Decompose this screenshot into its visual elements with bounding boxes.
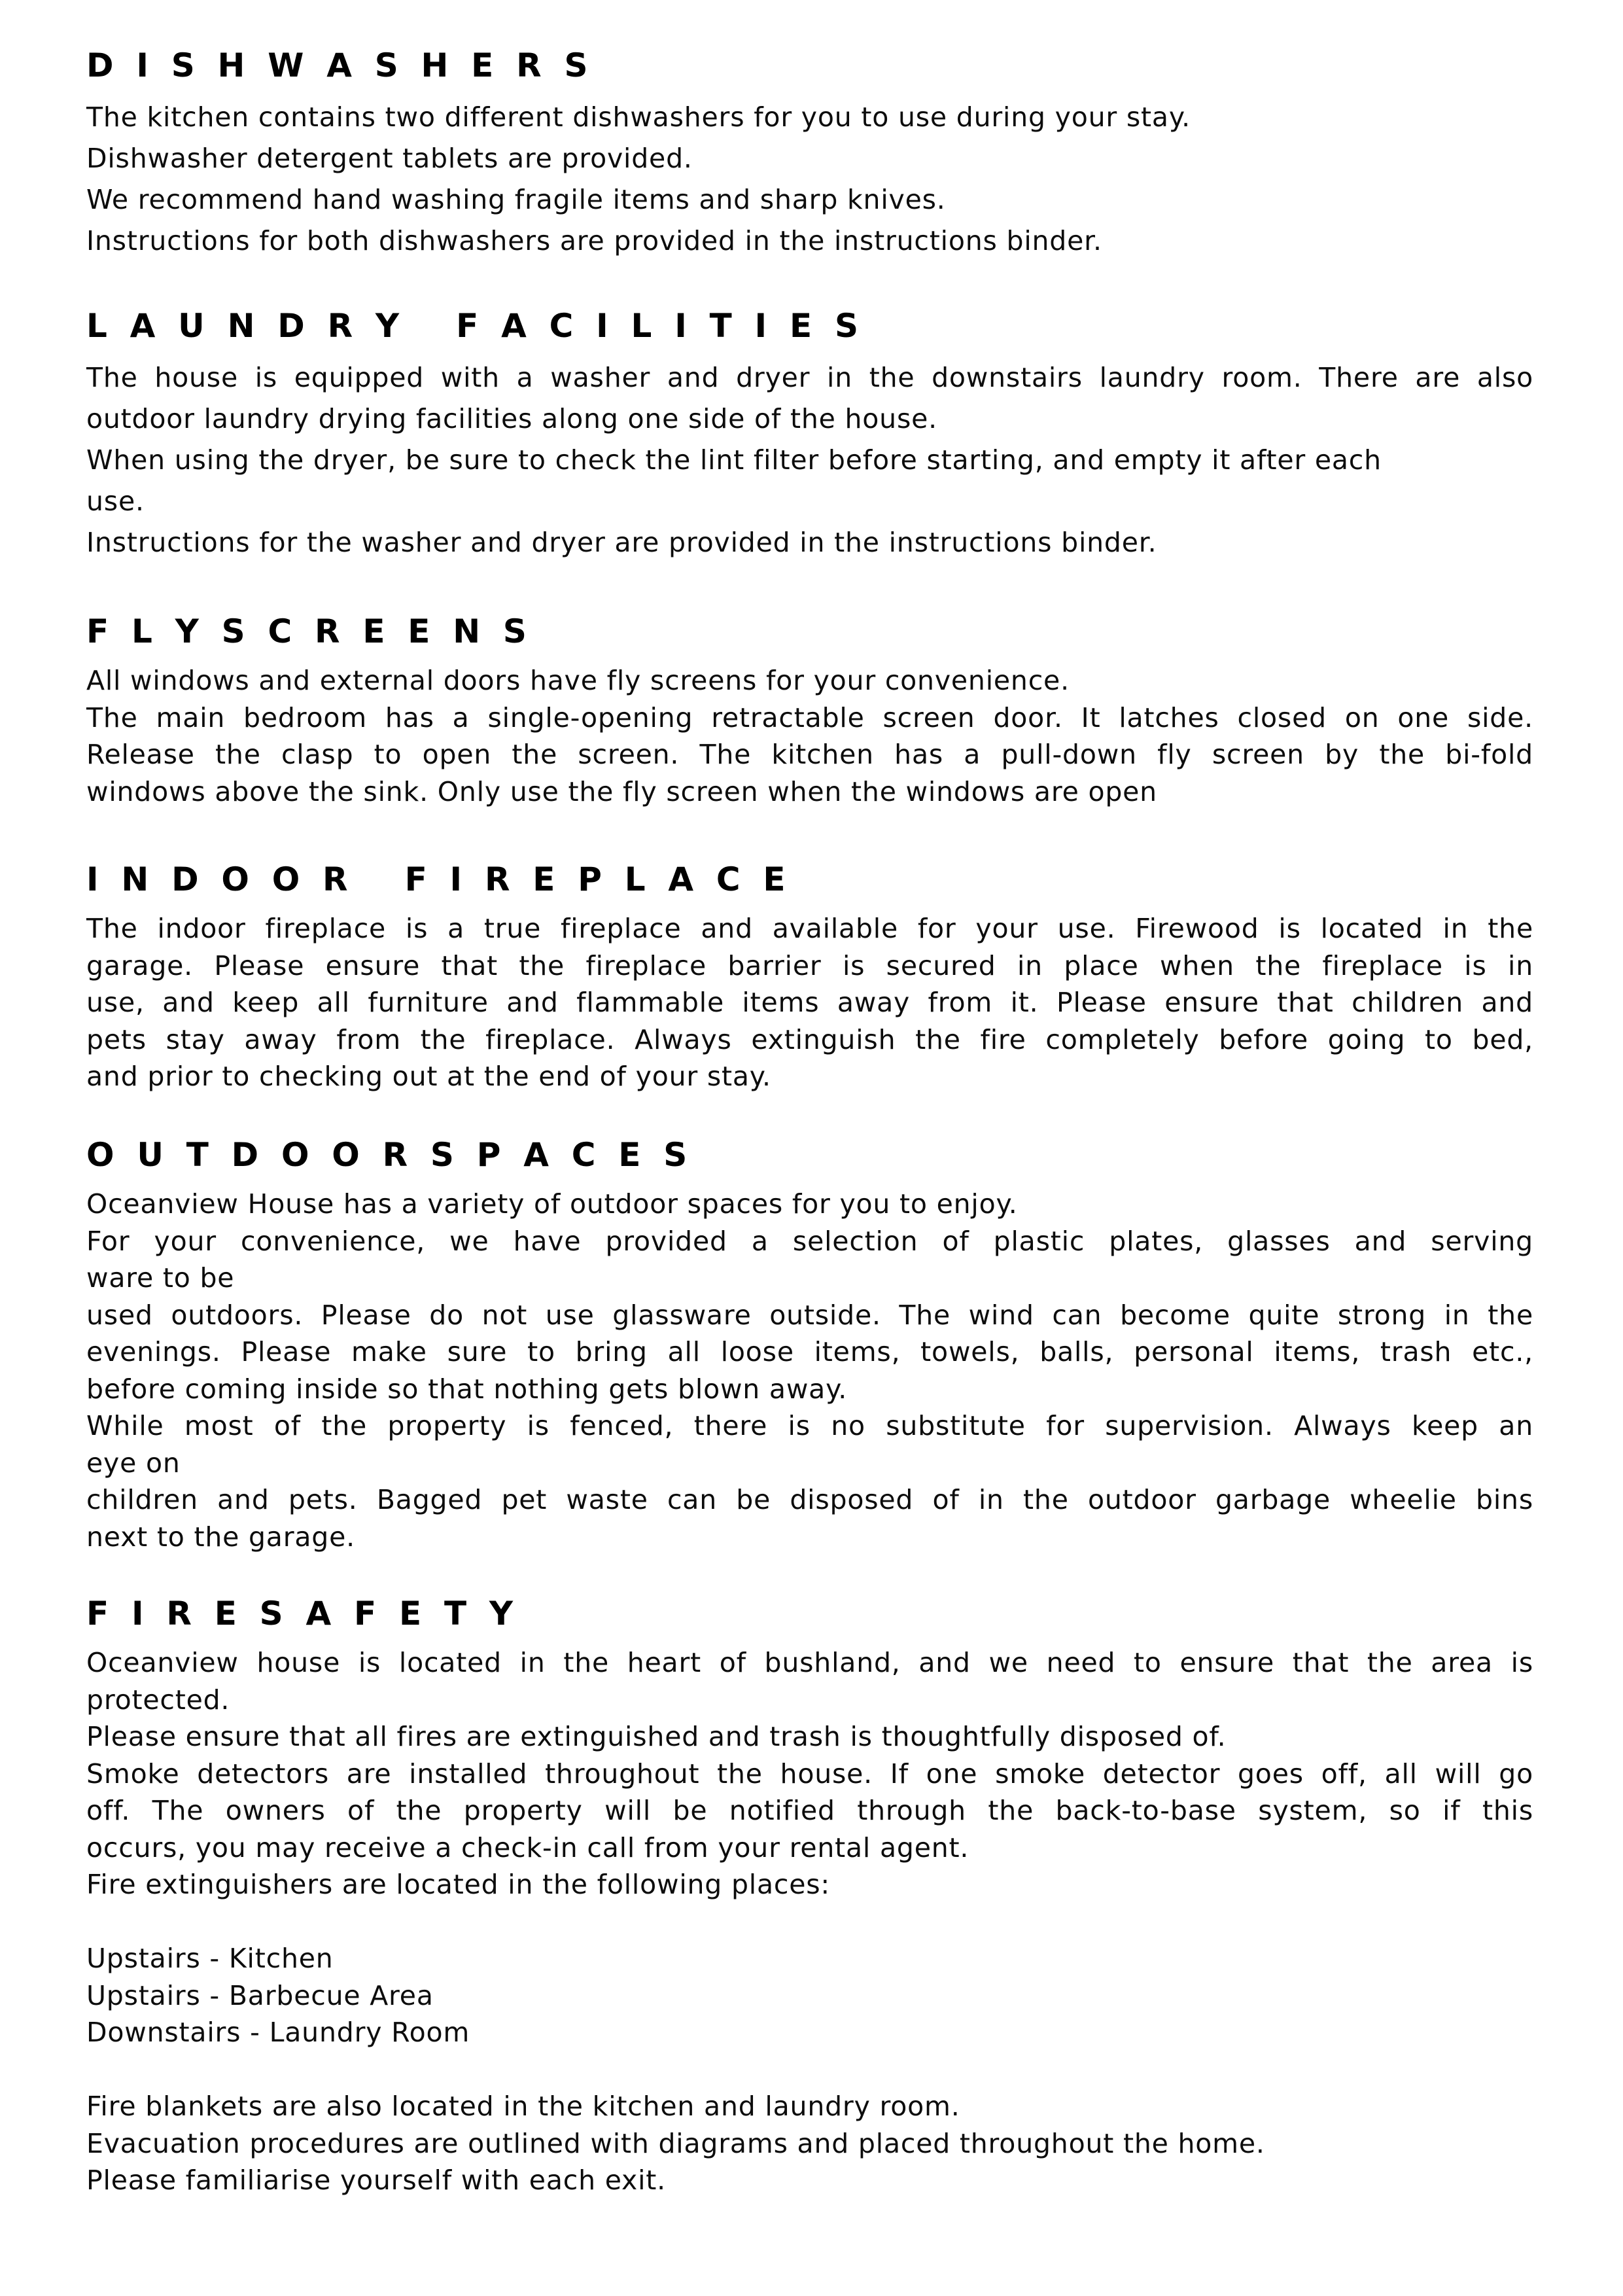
- paragraph-line: outdoor laundry drying facilities along one side of the house.: [86, 403, 937, 434]
- paragraph-line: next to the garage.: [86, 1521, 355, 1553]
- heading-dishwashers: D I S H W A S H E R S: [86, 46, 588, 84]
- paragraph-line: Dishwasher detergent tablets are provided.: [86, 143, 693, 174]
- paragraph-line: before coming inside so that nothing gets blown away.: [86, 1373, 848, 1405]
- paragraph-line: Fire extinguishers are located in the following places:: [86, 1869, 831, 1900]
- paragraph-line: The kitchen contains two different dishwashers for you to use during your stay.: [86, 101, 1191, 133]
- heading-fire-safety: F I R E S A F E T Y: [86, 1595, 514, 1633]
- paragraph-line: The house is equipped with a washer and dryer in the downstairs laundry room. There are also: [86, 362, 1533, 393]
- paragraph-line: use.: [86, 486, 145, 517]
- heading-outdoor-spaces: O U T D O O R S P A C E S: [86, 1136, 688, 1174]
- body-flyscreens: [86, 662, 1533, 810]
- paragraph-line: evenings. Please make sure to bring all loose items, towels, balls, personal items, trash etc.,: [86, 1336, 1533, 1368]
- paragraph-line: Please familiarise yourself with each exit.: [86, 2164, 666, 2196]
- heading-indoor-fireplace: I N D O O R F I R E P L A C E: [86, 860, 786, 898]
- paragraph-line: The main bedroom has a single-opening retractable screen door. It latches closed on one side.: [86, 701, 1533, 733]
- paragraph-line: All windows and external doors have fly screens for your convenience.: [86, 665, 1070, 696]
- paragraph-line: While most of the property is fenced, there is no substitute for supervision. Always keep an: [86, 1410, 1533, 1441]
- paragraph-line: Oceanview House has a variety of outdoor spaces for you to enjoy.: [86, 1188, 1018, 1220]
- list-item: Upstairs - Kitchen: [86, 1943, 334, 1974]
- body-laundry-facilities: [86, 357, 1533, 563]
- paragraph-line: Please ensure that all fires are extinguished and trash is thoughtfully disposed of.: [86, 1721, 1227, 1752]
- spacer: [86, 2051, 1533, 2089]
- paragraph-line: used outdoors. Please do not use glassware outside. The wind can become quite strong in the: [86, 1299, 1533, 1331]
- paragraph-line: The indoor fireplace is a true fireplace and available for your use. Firewood is located in the: [86, 913, 1533, 944]
- body-fire-safety: [86, 1644, 1533, 2199]
- paragraph-line: windows above the sink. Only use the fly screen when the windows are open: [86, 775, 1157, 807]
- paragraph-line: Evacuation procedures are outlined with diagrams and placed throughout the home.: [86, 2127, 1265, 2159]
- paragraph-line: ware to be: [86, 1262, 235, 1294]
- heading-laundry-facilities: L A U N D R Y F A C I L I T I E S: [86, 307, 858, 345]
- paragraph-line: use, and keep all furniture and flammable items away from it. Please ensure that children and: [86, 987, 1533, 1018]
- heading-flyscreens: F L Y S C R E E N S: [86, 612, 527, 650]
- paragraph-line: We recommend hand washing fragile items and sharp knives.: [86, 184, 946, 215]
- paragraph-line: occurs, you may receive a check-in call from your rental agent.: [86, 1831, 969, 1863]
- paragraph-line: Instructions for both dishwashers are provided in the instructions binder.: [86, 225, 1102, 256]
- list-item: Upstairs - Barbecue Area: [86, 1979, 434, 2011]
- paragraph-line: Release the clasp to open the screen. The kitchen has a pull-down fly screen by the bi-fold: [86, 739, 1533, 770]
- paragraph-line: Fire blankets are also located in the kitchen and laundry room.: [86, 2091, 960, 2122]
- paragraph-line: and prior to checking out at the end of your stay.: [86, 1061, 771, 1092]
- paragraph-line: children and pets. Bagged pet waste can be disposed of in the outdoor garbage wheelie bins: [86, 1484, 1533, 1515]
- paragraph-line: When using the dryer, be sure to check the lint filter before starting, and empty it after each: [86, 444, 1382, 476]
- body-dishwashers: [86, 97, 1533, 262]
- spacer: [86, 1903, 1533, 1941]
- paragraph-line: eye on: [86, 1447, 181, 1479]
- paragraph-line: pets stay away from the fireplace. Always extinguish the fire completely before going to bed,: [86, 1023, 1533, 1055]
- paragraph-line: off. The owners of the property will be notified through the back-to-base system, so if this: [86, 1795, 1533, 1826]
- paragraph-line: protected.: [86, 1684, 230, 1716]
- list-item: Downstairs - Laundry Room: [86, 2017, 470, 2048]
- body-indoor-fireplace: [86, 910, 1533, 1095]
- paragraph-line: garage. Please ensure that the fireplace barrier is secured in place when the fireplace is in: [86, 949, 1533, 981]
- paragraph-line: Instructions for the washer and dryer are provided in the instructions binder.: [86, 527, 1157, 558]
- paragraph-line: Oceanview house is located in the heart of bushland, and we need to ensure that the area is: [86, 1647, 1533, 1678]
- paragraph-line: Smoke detectors are installed throughout the house. If one smoke detector goes off, all will go: [86, 1757, 1533, 1790]
- paragraph-line: For your convenience, we have provided a selection of plastic plates, glasses and serving: [86, 1225, 1533, 1257]
- body-outdoor-spaces: [86, 1186, 1533, 1555]
